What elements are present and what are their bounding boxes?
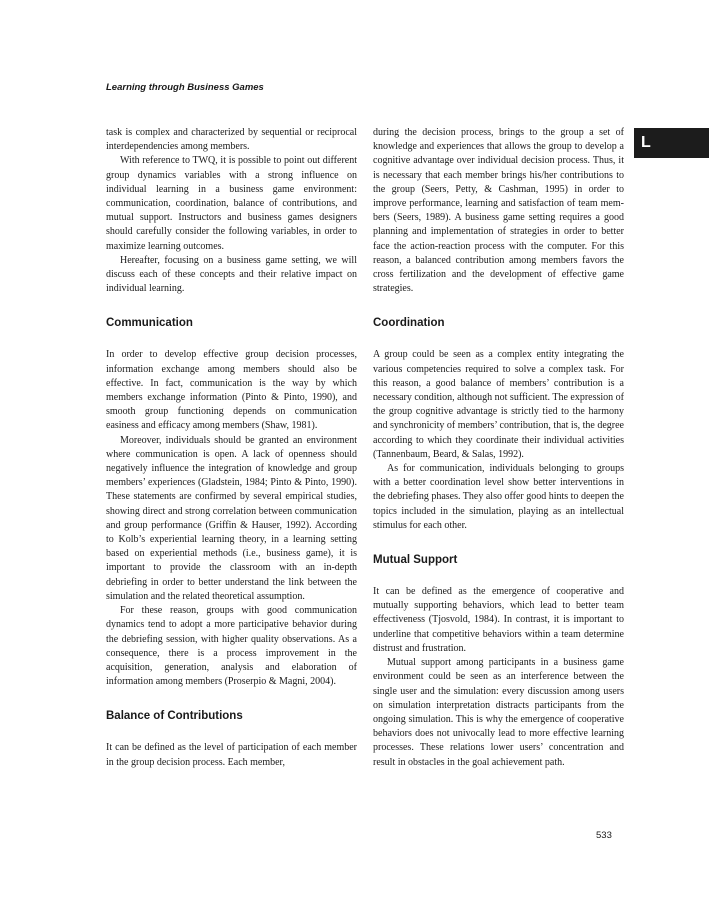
left-paragraph-3: Hereafter, focusing on a business game setting, we will discuss each of these concepts and their relative impact on individual learning. xyxy=(106,254,357,295)
left-paragraph-5: Moreover, individuals should be granted an environment where communication is open. A lack of openness should negatively influence the integration of knowledge and group members’ experiences (Gladstein, 1984; Pinto & Pinto, 1990). These statements are confirmed by several empirical studies, showing direct and strong correlation between communication and group performance (Griffin & Hauser, 1992). According to Kolb’s experiential learning theory, in a learning setting based on experiential methods (i.e., business game), it is important to provide the classroom with an in-depth debriefing in order to better understand the link between the simulation and the related theoretical assumption. xyxy=(106,434,357,602)
heading-coordination: Coordination xyxy=(373,317,445,330)
chapter-thumb-tab: L xyxy=(634,128,709,158)
page-number: 533 xyxy=(596,830,612,841)
left-paragraph-7: It can be defined as the level of participation of each member in the group decision process. Each member, xyxy=(106,742,357,768)
right-paragraph-2: A group could be seen as a complex entity integrating the various competencies required to solve a complex task. For this reason, a good balance of members’ contribution is a necessary condition, although not sufficient. The expression of the group cognitive advantage is strictly tied to the harmony and synchronicity of members’ contribution, that is, the degree according to which they coordinate their individual activities (Tannenbaum, Beard, & Salas, 1992). xyxy=(373,349,624,460)
running-head: Learning through Business Games xyxy=(106,82,264,93)
left-paragraph-1: task is complex and characterized by sequential or reciprocal interdependencies among members. xyxy=(106,127,357,153)
heading-communication: Communication xyxy=(106,317,193,330)
left-paragraph-6: For these reason, groups with good communication dynamics tend to adopt a more participative behavior during the debriefing session, with higher quality observations. As a consequence, there is a process improvement in the acquisition, generation, analysis and elaboration of information among members (Proserpio & Magni, 2004). xyxy=(106,605,357,688)
left-paragraph-4: In order to develop effective group decision processes, information exchange among members should also be effective. In fact, communication is the way by which members exchange information (Pinto & Pinto, 1990), and smooth group functioning depends on communication easiness and efficacy among members (Shaw, 1981). xyxy=(106,349,357,432)
left-paragraph-2: With reference to TWQ, it is possible to point out different group dynamics variables with a strong influence on individual learning in a business game environment: communication, coordination, balance of contributions, and mutual support. Instructors and business games designers should carefully consider the following variables, in order to maximize learning outcomes. xyxy=(106,155,357,252)
right-paragraph-1: during the decision process, brings to the group a set of knowledge and experiences that allows the group to develop a cognitive advantage over individual decision process. Thus, it is necessary that each member brings his/her contributions to the group (Seers, Petty, & Cashman, 1995) in order to improve performance, learning and satisfaction of team members (Seers, 1989). A business game setting requires a good planning and implementation of strategies in order to better face the action-reaction process with the computer. For this reason, a balanced contribution among members favors the cross fertilization and the development of effective game strategies. xyxy=(373,127,624,295)
right-paragraph-5: Mutual support among participants in a business game environment could be seen as an interference between the single user and the simulation: every discussion among users on simulation interpretation distracts participants from the ongoing simulation. This is why the emergence of cooperative behaviors does not univocally lead to more effective learning processes. These relations lower users’ concentration and result in obstacles in the goal achievement path. xyxy=(373,657,624,768)
right-paragraph-3: As for communication, individuals belonging to groups with a better coordination level show better interventions in the debriefing phases. They also offer good hints to deepen the topics included in the simulation, playing as an intellectual stimulus for each other. xyxy=(373,463,624,531)
right-column xyxy=(373,126,624,770)
left-column xyxy=(106,126,357,770)
heading-balance-of-contributions: Balance of Contributions xyxy=(106,710,243,723)
heading-mutual-support: Mutual Support xyxy=(373,554,458,567)
right-paragraph-4: It can be defined as the emergence of cooperative and mutually supporting behaviors, which lead to better team effectiveness (Tjosvold, 1984). In contrast, it is important to underline that competitive behaviors within a team determine distrust and frustration. xyxy=(373,586,624,654)
